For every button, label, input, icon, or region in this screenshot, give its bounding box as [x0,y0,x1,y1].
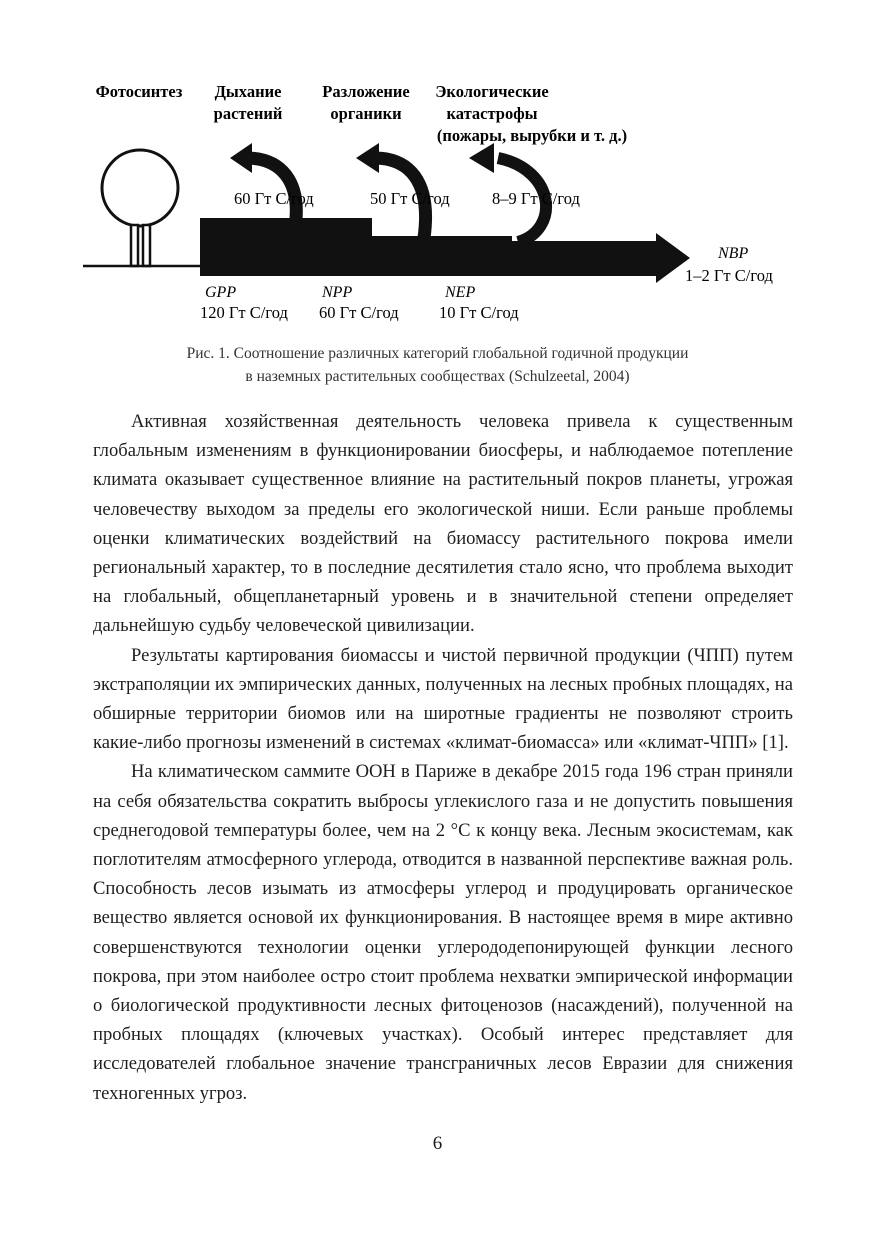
nep-name: NEP [445,284,476,301]
photosynthesis-label: Фотосинтез [95,82,183,101]
catastrophes-label-line3: (пожары, вырубки и т. д.) [436,126,628,145]
gpp-name: GPP [205,284,237,301]
production-flow-arrow [200,218,690,283]
figure-caption-line1: Рис. 1. Соотношение различных категорий глобальной годичной продукции [186,345,689,362]
figure-caption-line2: в наземных растительных сообществах (Schulzeetal, 2004) [245,368,630,385]
respiration-flux-value: 60 Гт С/год [234,189,314,208]
nep-value: 10 Гт С/год [439,303,519,322]
body-text [93,407,793,1108]
decomposition-flux-value: 50 Гт С/год [370,189,450,208]
catastrophes-flux-value: 8–9 Гт С/год [492,189,580,208]
paragraph-1: Активная хозяйственная деятельность человека привела к существенным глобальным изменениям в функционировании биосферы, и наблюдаемое потепление климата оказывает существенное влияние на растительный покров планеты, угрожая человечеству выходом за пределы его экологической ниши. Если раньше проблемы оценки климатических воздействий на биомассу растительного покрова имели региональный характер, то в последние десятилетия стало ясно, что проблема выходит на глобальный, общепланетарный уровень и в значительной степени определяет дальнейшую судьбу человеческой цивилизации. [93,411,793,637]
decomposition-label-line2: органики [330,104,402,123]
page-number: 6 [432,1133,443,1154]
nbp-value: 1–2 Гт С/год [685,266,773,285]
catastrophes-label-line1: Экологические [435,82,549,101]
npp-name: NPP [322,284,353,301]
nbp-name: NBP [718,245,749,262]
paragraph-3: На климатическом саммите ООН в Париже в декабре 2015 года 196 стран приняли на себя обязательства сократить выбросы углекислого газа и не допустить повышения среднегодовой температуры более, чем на 2 °С к концу века. Лесным экосистемам, как поглотителям атмосферного углерода, отводится в названной перспективе важная роль. Способность лесов изымать из атмосферы углерод и продуцировать органическое вещество является основой их функционирования. В настоящее время в мире активно совершенствуются технологии оценки углерододепонирующей функции лесного покрова, при этом наиболее остро стоит проблема нехватки эмпирической информации о биологической продуктивности лесных фитоценозов (насаждений), полученной на пробных площадях (ключевых участках). Особый интерес представляет для исследователей глобальное значение трансграничных лесов Евразии для снижения техногенных угроз. [93,761,793,1104]
respiration-return-arrow [230,143,296,228]
catastrophes-label-line2: катастрофы [446,104,538,123]
paragraph-2: Результаты картирования биомассы и чистой первичной продукции (ЧПП) путем экстраполяции их эмпирических данных, полученных на лесных пробных площадях, на обширные территории биомов или на широтные градиенты не позволяют строить какие-либо прогнозы изменений в системах «климат-биомасса» или «климат-ЧПП» [1]. [93,644,793,754]
decomposition-label-line1: Разложение [322,82,410,101]
respiration-label-line2: растений [213,104,283,123]
tree-icon [102,150,178,266]
gpp-value: 120 Гт С/год [200,303,288,322]
respiration-label-line1: Дыхание [214,82,282,101]
carbon-flux-diagram [0,0,875,330]
npp-value: 60 Гт С/год [319,303,399,322]
